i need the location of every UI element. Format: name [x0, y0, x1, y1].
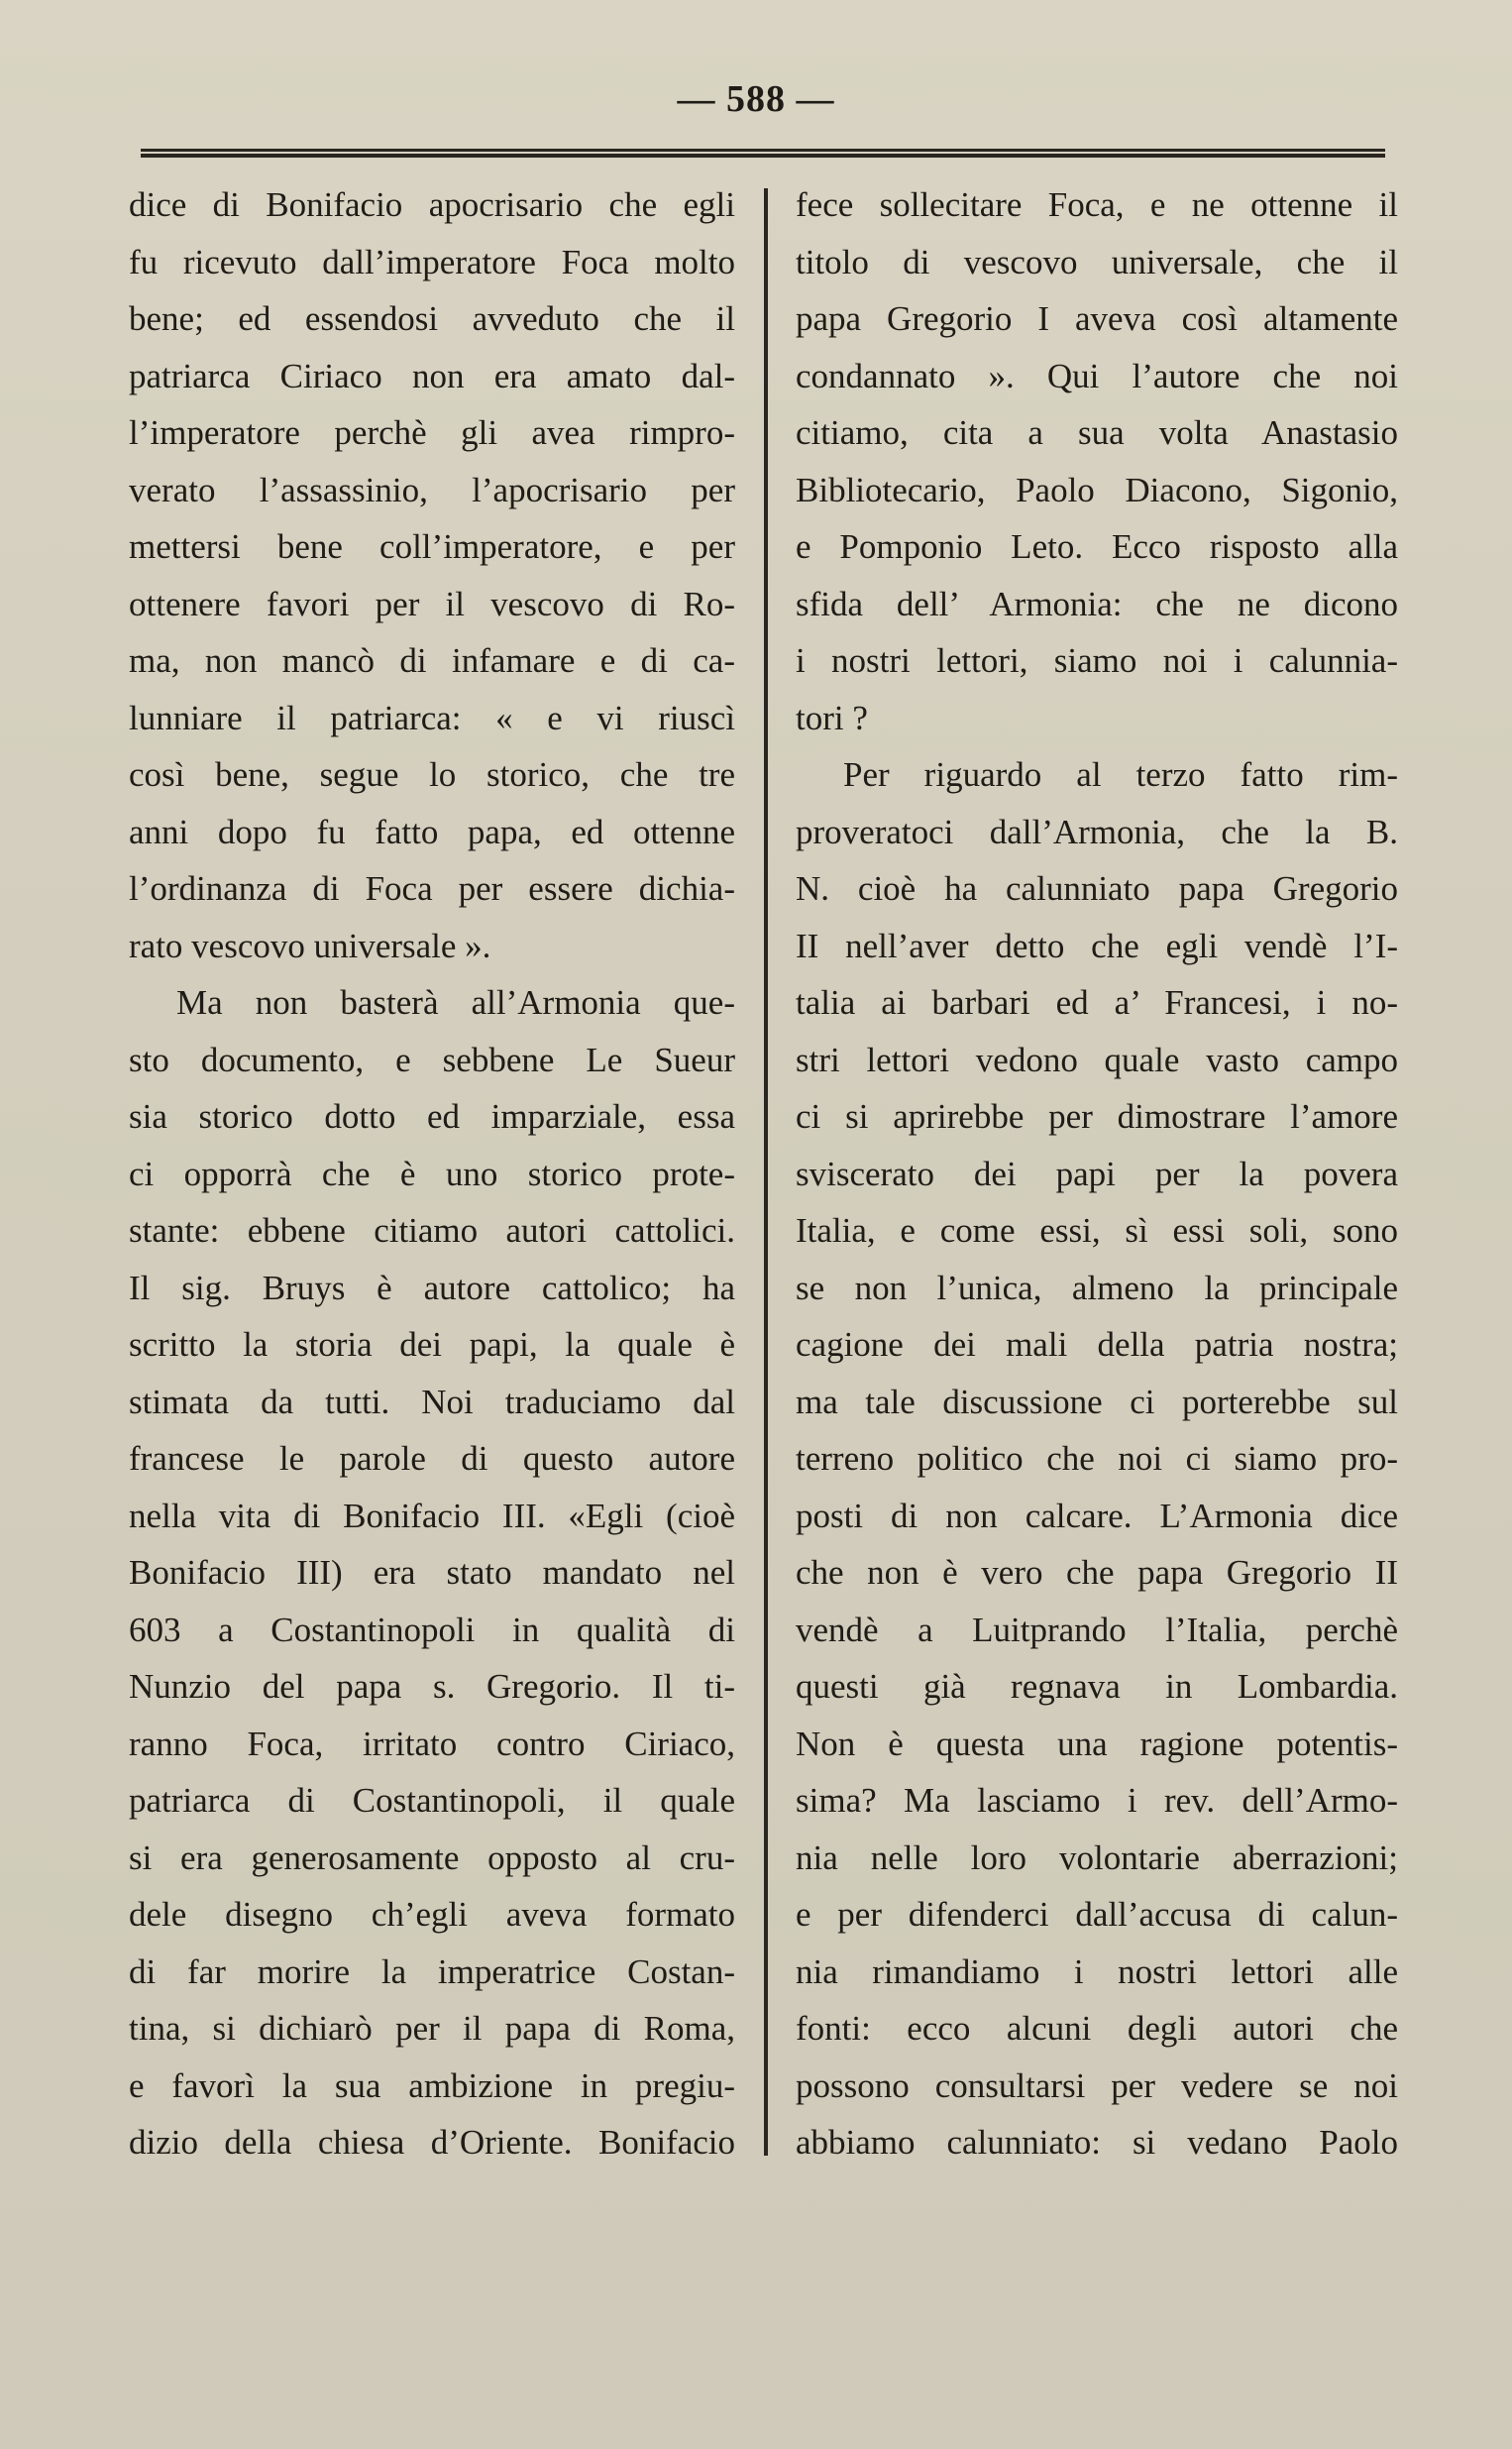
text-line: dice di Bonifacio apocrisario che egli: [129, 185, 735, 224]
text-line: e Pomponio Leto. Ecco risposto alla: [796, 527, 1398, 566]
text-line: e per difenderci dall’accusa di calun-: [796, 1895, 1398, 1934]
text-line: dele disegno ch’egli aveva formato: [129, 1895, 735, 1934]
text-line: ottenere favori per il vescovo di Ro-: [129, 584, 735, 623]
text-line: l’imperatore perchè gli avea rimpro-: [129, 413, 735, 452]
text-line: condannato ». Qui l’autore che noi: [796, 356, 1398, 395]
text-line: ma tale discussione ci porterebbe sul: [796, 1382, 1398, 1421]
text-line: Bonifacio III) era stato mandato nel: [129, 1553, 735, 1592]
column-divider: [764, 188, 768, 2156]
text-line: ma, non mancò di infamare e di ca-: [129, 641, 735, 680]
text-line: posti di non calcare. L’Armonia dice: [796, 1496, 1398, 1535]
text-line: di far morire la imperatrice Costan-: [129, 1951, 735, 1991]
text-line: nella vita di Bonifacio III. «Egli (cioè: [129, 1496, 735, 1535]
text-line: lunniare il patriarca: « e vi riuscì: [129, 698, 735, 737]
text-line: stimata da tutti. Noi traduciamo dal: [129, 1382, 735, 1421]
text-line: N. cioè ha calunniato papa Gregorio: [796, 869, 1398, 908]
text-line: Nunzio del papa s. Gregorio. Il ti-: [129, 1667, 735, 1706]
text-line: sfida dell’ Armonia: che ne dicono: [796, 584, 1398, 623]
text-line: cagione dei mali della patria nostra;: [796, 1325, 1398, 1364]
text-line: sto documento, e sebbene Le Sueur: [129, 1040, 735, 1079]
text-line: patriarca Ciriaco non era amato dal-: [129, 356, 735, 395]
text-line: bene; ed essendosi avveduto che il: [129, 299, 735, 338]
text-line: citiamo, cita a sua volta Anastasio: [796, 413, 1398, 452]
page-number: — 588 —: [677, 78, 835, 120]
text-line: mettersi bene coll’imperatore, e per: [129, 527, 735, 566]
text-line: abbiamo calunniato: si vedano Paolo: [796, 2123, 1398, 2162]
text-line: ci opporrà che è uno storico prote-: [129, 1154, 735, 1193]
text-line: talia ai barbari ed a’ Francesi, i no-: [796, 983, 1398, 1022]
text-line: francese le parole di questo autore: [129, 1439, 735, 1478]
text-line: fu ricevuto dall’imperatore Foca molto: [129, 242, 735, 281]
text-line: che non è vero che papa Gregorio II: [796, 1553, 1398, 1592]
text-line: anni dopo fu fatto papa, ed ottenne: [129, 812, 735, 851]
text-line: stri lettori vedono quale vasto campo: [796, 1040, 1398, 1079]
text-line: Per riguardo al terzo fatto rim-: [843, 755, 1398, 794]
text-line: si era generosamente opposto al cru-: [129, 1837, 735, 1877]
text-line: 603 a Costantinopoli in qualità di: [129, 1610, 735, 1649]
text-line: patriarca di Costantinopoli, il quale: [129, 1781, 735, 1820]
text-line: dizio della chiesa d’Oriente. Bonifacio: [129, 2123, 735, 2162]
text-line: fece sollecitare Foca, e ne ottenne il: [796, 185, 1398, 224]
text-line: papa Gregorio I aveva così altamente: [796, 299, 1398, 338]
text-line: possono consultarsi per vedere se noi: [796, 2065, 1398, 2105]
text-line: sima? Ma lasciamo i rev. dell’Armo-: [796, 1781, 1398, 1820]
text-line: titolo di vescovo universale, che il: [796, 242, 1398, 281]
left-column: [129, 176, 735, 2171]
text-line: Italia, e come essi, sì essi soli, sono: [796, 1211, 1398, 1250]
text-line: i nostri lettori, siamo noi i calunnia-: [796, 641, 1398, 680]
text-line: ranno Foca, irritato contro Ciriaco,: [129, 1724, 735, 1763]
text-line: sia storico dotto ed imparziale, essa: [129, 1097, 735, 1136]
text-line: se non l’unica, almeno la principale: [796, 1268, 1398, 1307]
text-line: nia nelle loro volontarie aberrazioni;: [796, 1837, 1398, 1877]
text-line: rato vescovo universale ».: [129, 926, 491, 965]
text-line: II nell’aver detto che egli vendè l’I-: [796, 926, 1398, 965]
text-line: questi già regnava in Lombardia.: [796, 1667, 1398, 1706]
text-line: vendè a Luitprando l’Italia, perchè: [796, 1610, 1398, 1649]
text-line: terreno politico che noi ci siamo pro-: [796, 1439, 1398, 1478]
text-line: così bene, segue lo storico, che tre: [129, 755, 735, 794]
text-line: Non è questa una ragione potentis-: [796, 1724, 1398, 1763]
text-line: sviscerato dei papi per la povera: [796, 1154, 1398, 1193]
text-line: e favorì la sua ambizione in pregiu-: [129, 2065, 735, 2105]
text-line: l’ordinanza di Foca per essere dichia-: [129, 869, 735, 908]
text-line: tori ?: [796, 698, 868, 737]
text-line: proveratoci dall’Armonia, che la B.: [796, 812, 1398, 851]
right-column: [796, 176, 1398, 2171]
text-line: tina, si dichiarò per il papa di Roma,: [129, 2009, 735, 2048]
text-line: Bibliotecario, Paolo Diacono, Sigonio,: [796, 470, 1398, 509]
text-line: fonti: ecco alcuni degli autori che: [796, 2009, 1398, 2048]
text-line: nia rimandiamo i nostri lettori alle: [796, 1951, 1398, 1991]
text-line: ci si aprirebbe per dimostrare l’amore: [796, 1097, 1398, 1136]
text-line: Ma non basterà all’Armonia que-: [176, 983, 735, 1022]
text-line: verato l’assassinio, l’apocrisario per: [129, 470, 735, 509]
text-line: scritto la storia dei papi, la quale è: [129, 1325, 735, 1364]
header-rule: [141, 149, 1385, 158]
text-line: stante: ebbene citiamo autori cattolici.: [129, 1211, 735, 1250]
text-line: Il sig. Bruys è autore cattolico; ha: [129, 1268, 735, 1307]
